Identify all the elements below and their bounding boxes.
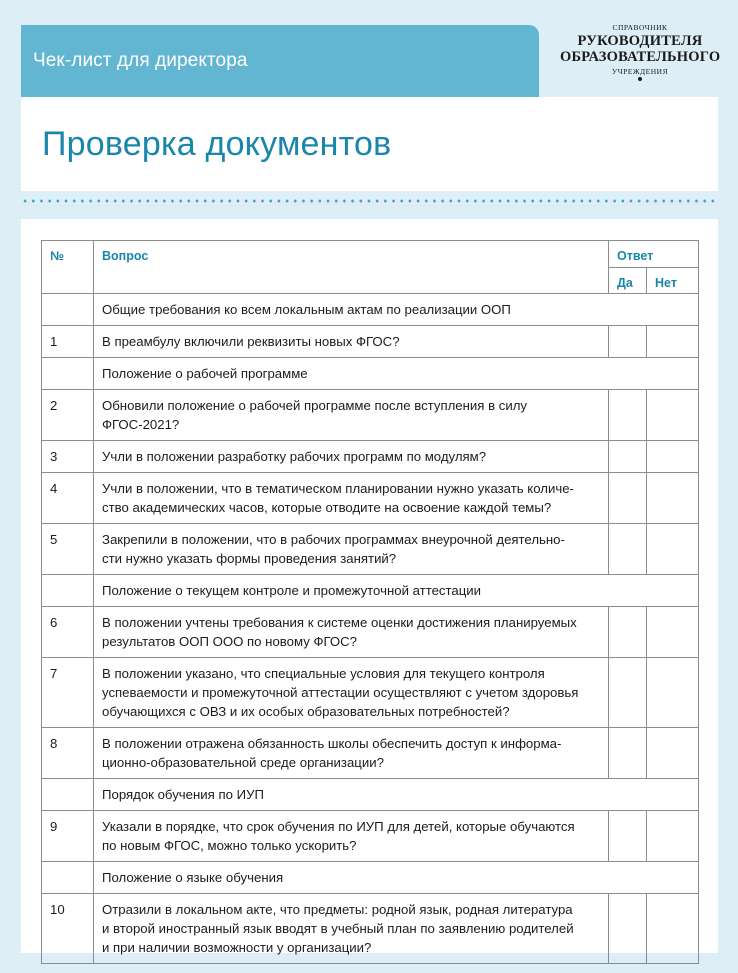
table-row — [42, 894, 699, 964]
row-question: Учли в положении разработку рабочих программ по модулям? — [94, 441, 609, 473]
yes-checkbox[interactable] — [609, 658, 647, 728]
header-no: Нет — [647, 268, 699, 294]
section-title: Положение о языке обучения — [94, 862, 699, 894]
section-num-cell — [42, 358, 94, 390]
publication-logo — [560, 24, 720, 81]
yes-checkbox[interactable] — [609, 473, 647, 524]
section-num-cell — [42, 575, 94, 607]
section-title: Порядок обучения по ИУП — [94, 779, 699, 811]
no-checkbox[interactable] — [647, 811, 699, 862]
row-question: Закрепили в положении, что в рабочих программах внеурочной деятельно- сти нужно указать формы проведения занятий? — [94, 524, 609, 575]
table-row — [42, 326, 699, 358]
section-title: Положение о рабочей программе — [94, 358, 699, 390]
no-checkbox[interactable] — [647, 326, 699, 358]
row-question: Отразили в локальном акте, что предметы: родной язык, родная литература и второй иностранный язык вводят в учебный план по заявлению родителей и при наличии возможности у организации? — [94, 894, 609, 964]
section-row — [42, 862, 699, 894]
logo-line-1: СПРАВОЧНИК — [612, 23, 668, 32]
yes-checkbox[interactable] — [609, 728, 647, 779]
no-checkbox[interactable] — [647, 390, 699, 441]
no-checkbox[interactable] — [647, 658, 699, 728]
header-num: № — [42, 241, 94, 294]
logo-line-4: УЧРЕЖДЕНИЯ — [611, 66, 669, 76]
row-number: 9 — [42, 811, 94, 862]
no-checkbox[interactable] — [647, 894, 699, 964]
content-panel — [21, 219, 718, 953]
header-answer: Ответ — [609, 241, 699, 268]
row-number: 4 — [42, 473, 94, 524]
section-num-cell — [42, 862, 94, 894]
yes-checkbox[interactable] — [609, 894, 647, 964]
row-question: В положении отражена обязанность школы обеспечить доступ к информа- ционно-образовательной среде организации? — [94, 728, 609, 779]
dotted-divider — [21, 199, 718, 203]
row-number: 8 — [42, 728, 94, 779]
row-number: 7 — [42, 658, 94, 728]
section-row — [42, 779, 699, 811]
table-row — [42, 390, 699, 441]
row-question: В преамбулу включили реквизиты новых ФГОС? — [94, 326, 609, 358]
row-number: 2 — [42, 390, 94, 441]
row-question: Учли в положении, что в тематическом планировании нужно указать количе- ство академических часов, которые отводите на освоение каждой темы? — [94, 473, 609, 524]
section-row — [42, 575, 699, 607]
section-title: Общие требования ко всем локальным актам по реализации ООП — [94, 294, 699, 326]
table-row — [42, 441, 699, 473]
no-checkbox[interactable] — [647, 473, 699, 524]
header-tab — [21, 25, 539, 97]
yes-checkbox[interactable] — [609, 441, 647, 473]
row-number: 6 — [42, 607, 94, 658]
section-num-cell — [42, 779, 94, 811]
logo-dot — [638, 77, 642, 81]
no-checkbox[interactable] — [647, 441, 699, 473]
row-question: Указали в порядке, что срок обучения по ИУП для детей, которые обучаются по новым ФГОС, можно только ускорить? — [94, 811, 609, 862]
yes-checkbox[interactable] — [609, 326, 647, 358]
table-row — [42, 473, 699, 524]
yes-checkbox[interactable] — [609, 524, 647, 575]
page-title: Проверка документов — [42, 124, 392, 163]
logo-line-2: РУКОВОДИТЕЛЯ — [577, 32, 703, 49]
row-question: В положении указано, что специальные условия для текущего контроля успеваемости и промежуточной аттестации осуществляют с учетом здоровья обучающихся с ОВЗ и их особых образовательных потребностей? — [94, 658, 609, 728]
yes-checkbox[interactable] — [609, 811, 647, 862]
table-row — [42, 524, 699, 575]
no-checkbox[interactable] — [647, 607, 699, 658]
table-row — [42, 728, 699, 779]
row-number: 10 — [42, 894, 94, 964]
table-row — [42, 607, 699, 658]
table-header-row — [42, 241, 699, 268]
row-number: 3 — [42, 441, 94, 473]
checklist-table — [41, 240, 699, 964]
yes-checkbox[interactable] — [609, 607, 647, 658]
no-checkbox[interactable] — [647, 524, 699, 575]
section-num-cell — [42, 294, 94, 326]
header-tab-label: Чек-лист для директора — [33, 50, 248, 71]
row-question: В положении учтены требования к системе оценки достижения планируемых результатов ООП ООО по новому ФГОС? — [94, 607, 609, 658]
yes-checkbox[interactable] — [609, 390, 647, 441]
section-row — [42, 358, 699, 390]
table-row — [42, 658, 699, 728]
no-checkbox[interactable] — [647, 728, 699, 779]
header-yes: Да — [609, 268, 647, 294]
row-number: 5 — [42, 524, 94, 575]
section-title: Положение о текущем контроле и промежуточной аттестации — [94, 575, 699, 607]
title-panel — [21, 97, 718, 191]
section-row — [42, 294, 699, 326]
row-question: Обновили положение о рабочей программе после вступления в силу ФГОС-2021? — [94, 390, 609, 441]
table-row — [42, 811, 699, 862]
logo-line-3: ОБРАЗОВАТЕЛЬНОГО — [560, 49, 721, 65]
row-number: 1 — [42, 326, 94, 358]
header-question: Вопрос — [94, 241, 609, 294]
